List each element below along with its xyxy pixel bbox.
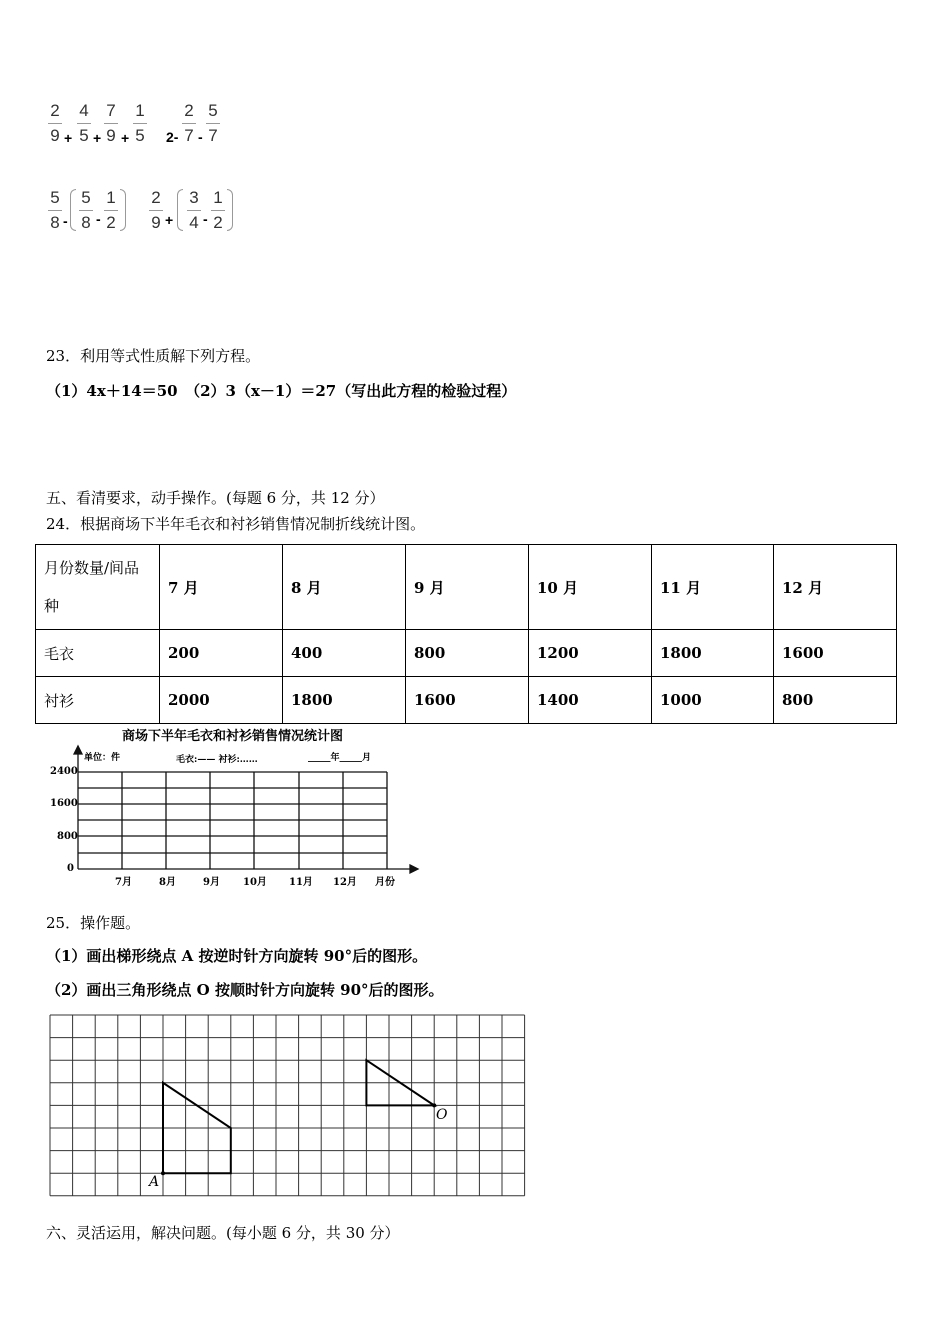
month-header: 12 月	[774, 545, 897, 630]
table-cell: 1600	[406, 677, 529, 724]
y-tick: 1600	[50, 798, 78, 809]
operator: +	[121, 130, 130, 146]
table-cell: 400	[283, 630, 406, 677]
section-5-heading: 五、看清要求，动手操作。(每题 6 分，共 12 分）	[46, 489, 385, 507]
section-6-heading: 六、灵活运用，解决问题。(每小题 6 分，共 30 分）	[46, 1224, 400, 1242]
numerator: 2	[184, 101, 194, 120]
denominator: 5	[135, 126, 145, 145]
operator: +	[64, 130, 73, 146]
month-header: 11 月	[652, 545, 774, 630]
question-24-title: 24．根据商场下半年毛衣和衬衫销售情况制折线统计图。	[46, 515, 426, 533]
question-25-part-1: （1）画出梯形绕点 A 按逆时针方向旋转 90°后的图形。	[46, 947, 428, 965]
x-tick: 8月	[159, 877, 176, 888]
x-tick: 10月	[243, 877, 267, 888]
chart-unit: 单位：件	[84, 753, 121, 763]
x-tick: 12月	[333, 877, 357, 888]
operator: +	[93, 130, 102, 146]
operator: -	[96, 211, 101, 227]
denominator: 2	[213, 213, 223, 232]
table-cell: 200	[160, 630, 283, 677]
numerator: 1	[106, 188, 116, 207]
numerator: 4	[79, 101, 89, 120]
question-25-part-2: （2）画出三角形绕点 O 按顺时针方向旋转 90°后的图形。	[46, 981, 444, 999]
y-tick: 800	[57, 831, 78, 842]
numerator: 1	[135, 101, 145, 120]
month-header: 10 月	[529, 545, 652, 630]
y-tick: 0	[67, 863, 74, 874]
month-header: 7 月	[160, 545, 283, 630]
operator: -	[63, 213, 68, 229]
operator: -	[203, 211, 208, 227]
x-tick: 9月	[203, 877, 220, 888]
operator: 2-	[166, 129, 179, 145]
table-cell: 2000	[160, 677, 283, 724]
header-corner-line-2: 种	[44, 597, 60, 615]
row-label: 毛衣	[36, 630, 160, 677]
numerator: 5	[50, 188, 60, 207]
chart-legend: 毛衣:—— 衬衫:……	[176, 755, 258, 765]
numerator: 2	[50, 101, 60, 120]
table-cell: 1200	[529, 630, 652, 677]
x-tick: 11月	[289, 877, 313, 888]
numerator: 5	[81, 188, 91, 207]
table-cell: 1800	[652, 630, 774, 677]
table-cell: 1400	[529, 677, 652, 724]
denominator: 2	[106, 213, 116, 232]
point-o-label: O	[436, 1107, 448, 1123]
table-cell: 1800	[283, 677, 406, 724]
numerator: 5	[208, 101, 218, 120]
table-cell: 800	[774, 677, 897, 724]
denominator: 7	[184, 126, 194, 145]
chart-title: 商场下半年毛衣和衬衫销售情况统计图	[122, 729, 344, 744]
table-cell: 800	[406, 630, 529, 677]
operator: +	[165, 212, 174, 228]
table-cell: 1000	[652, 677, 774, 724]
denominator: 9	[151, 213, 161, 232]
question-25-title: 25．操作题。	[46, 914, 141, 932]
denominator: 4	[189, 213, 199, 232]
table-cell: 1600	[774, 630, 897, 677]
numerator: 1	[213, 188, 223, 207]
row-label: 衬衫	[36, 677, 160, 724]
denominator: 9	[106, 126, 116, 145]
numerator: 3	[189, 188, 199, 207]
operator: -	[198, 129, 203, 145]
point-a	[161, 1171, 165, 1175]
denominator: 8	[50, 213, 60, 232]
header-corner-line-1: 月份数量/间品	[44, 559, 140, 577]
denominator: 9	[50, 126, 60, 145]
numerator: 2	[151, 188, 161, 207]
x-axis-label: 月份	[375, 877, 395, 888]
x-tick: 7月	[115, 877, 132, 888]
question-23-title: 23．利用等式性质解下列方程。	[46, 347, 261, 365]
question-23-body: （1）4x＋14＝50 （2）3（x－1）＝27（写出此方程的检验过程）	[46, 382, 517, 400]
point-a-label: A	[149, 1174, 160, 1190]
month-header: 9 月	[406, 545, 529, 630]
month-header: 8 月	[283, 545, 406, 630]
chart-date: _____年_____月	[308, 753, 372, 763]
denominator: 7	[208, 126, 218, 145]
denominator: 8	[81, 213, 91, 232]
numerator: 7	[106, 101, 116, 120]
y-tick: 2400	[50, 766, 78, 777]
denominator: 5	[79, 126, 89, 145]
